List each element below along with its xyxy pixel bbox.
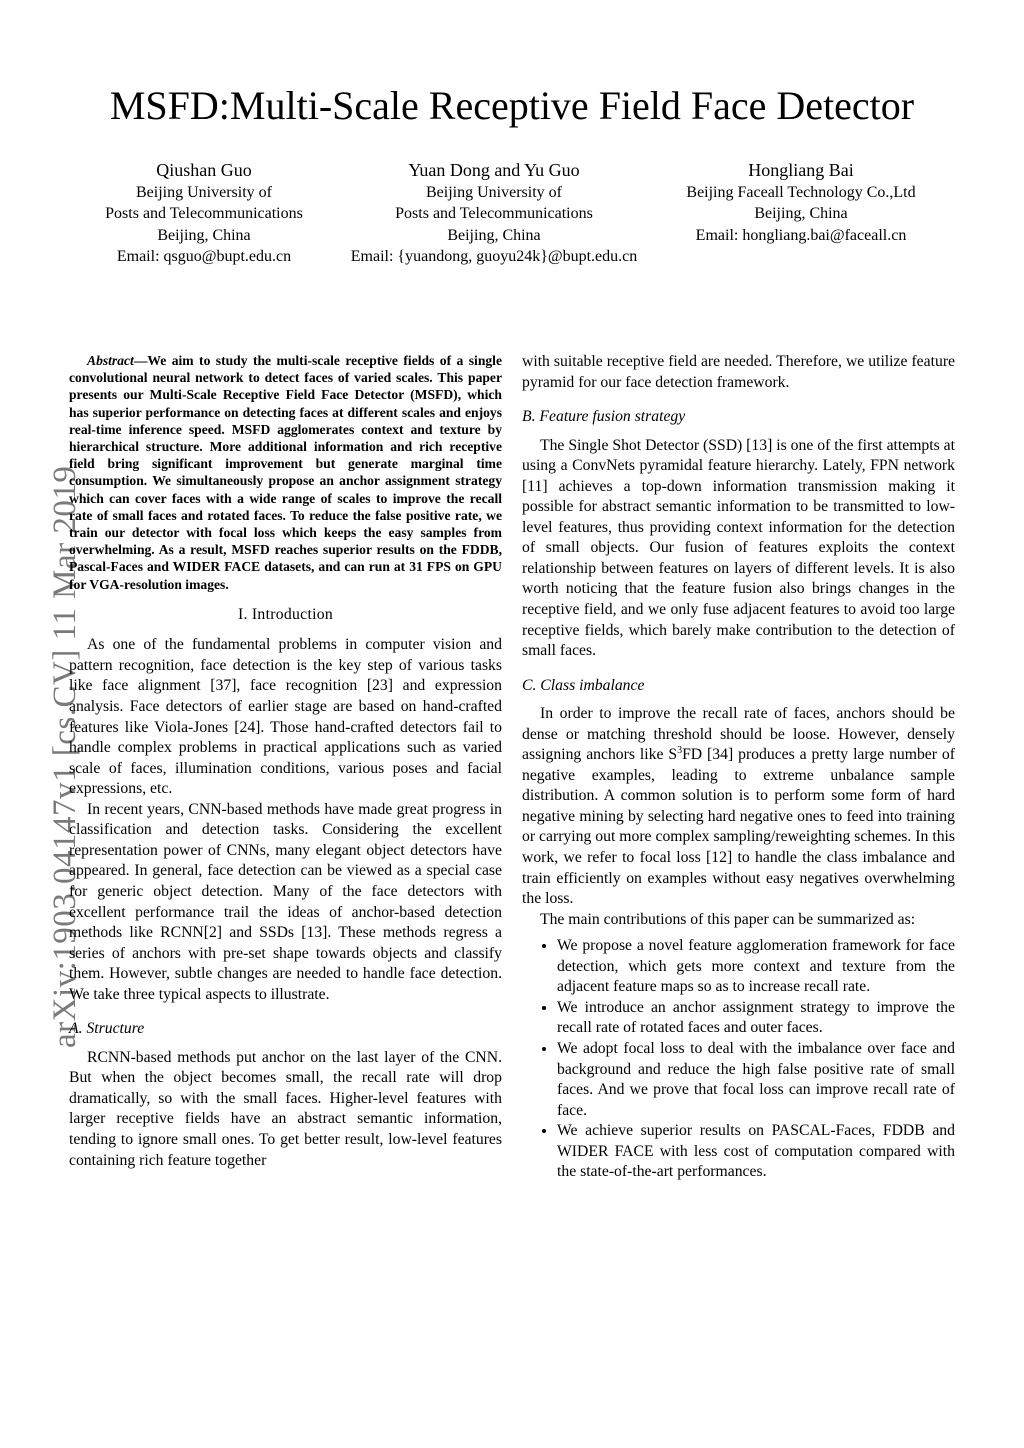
author-affiliation-line: Posts and Telecommunications — [105, 205, 303, 223]
list-item: • We achieve superior results on PASCAL-Faces, FDDB and WIDER FACE with less cost of computation compared with the state-of-the-art performances. — [557, 1121, 955, 1183]
right-column — [522, 352, 955, 1183]
fusion-paragraph: The Single Shot Detector (SSD) [13] is one of the first attempts at using a ConvNets pyramidal feature hierarchy. Lately, FPN network [11] achieves a top-down information transmission making it possible for abstract semantic information to be transmitted to low-level features, thus providing context information for the detection of small objects. Our fusion of features exploits the context relationship between features on layers of different levels. It is also worth noticing that the feature fusion also brings changes in the receptive field, and we only fuse adjacent features to avoid too large receptive fields, which barely make contribution to the detection of small faces. — [522, 436, 955, 660]
list-item: • We introduce an anchor assignment strategy to improve the recall rate of rotated faces and outer faces. — [557, 998, 955, 1039]
author-affiliation-line: Beijing, China — [447, 226, 541, 244]
abstract — [69, 352, 502, 593]
list-item: • We adopt focal loss to deal with the imbalance over face and background and reduce the high false positive rate of small faces. And we prove that focal loss can improve recall rate of face. — [557, 1039, 955, 1121]
intro-paragraph-1: As one of the fundamental problems in computer vision and pattern recognition, face detection is the key step of various tasks like face alignment [37], face recognition [23] and expression analysis. Face detectors of earlier stage are based on hand-crafted features like Viola-Jones [24]. Those hand-crafted detectors fail to handle complex problems in practical applications such as varied scale of faces, illumination conditions, various poses and facial expressions, etc. — [69, 636, 502, 798]
author-block-3 — [641, 158, 961, 246]
intro-paragraph-2: In recent years, CNN-based methods have made great progress in classification and detection tasks. Considering the excellent representation power of CNNs, many elegant object detectors have appeared. In general, face detection can be viewed as a special case for generic object detection. Many of the face detectors with excellent performance trail the ideas of anchor-based detection methods like RCNN[2] and SSDs [13]. These methods regress a series of anchors with pre-set shape towards objects and classify them. However, subtle changes are needed to handle face detection. We take three typical aspects to illustrate. — [69, 800, 502, 1003]
author-affiliation-line: Beijing University of — [426, 184, 562, 201]
author-email: Email: {yuandong, guoyu24k}@bupt.edu.cn — [350, 247, 638, 265]
abstract-text: —We aim to study the multi-scale receptive fields of a single convolutional neural network to detect faces of varied scales. This paper presents our Multi-Scale Receptive Field Face Detector (MSFD), which has superior performance on detecting faces at different scales and enjoys real-time inference speed. MSFD agglomerates context and texture by hierarchical structure. More additional information and rich receptive field bring significant improvement but generate marginal time consumption. We simultaneously propose an anchor assignment strategy which can cover faces with a wide range of scales to improve the recall rate of small faces and rotated faces. To reduce the false positive rate, we train our detector with focal loss which keeps the easy samples from overwhelming. As a result, MSFD reaches superior results on the FDDB, Pascal-Faces and WIDER FACE datasets, and can run at 31 FPS on GPU for VGA-resolution images. — [69, 353, 502, 592]
left-column — [69, 352, 502, 1171]
author-name: Hongliang Bai — [748, 160, 854, 180]
author-affiliation-line: Beijing University of — [136, 184, 272, 201]
arxiv-identifier: arXiv:1903.04147v1 [cs.CV] 11 Mar 2019 — [47, 465, 83, 1048]
structure-paragraph-continued: with suitable receptive field are needed. Therefore, we utilize feature pyramid for our face detection framework. — [522, 353, 955, 391]
contributions-intro: The main contributions of this paper can be summarized as: — [540, 910, 916, 928]
author-email: Email: hongliang.bai@faceall.cn — [695, 226, 907, 244]
imbalance-text-b: FD [34] produces a pretty large number of negative examples, leading to extreme unbalance sample distribution. A common solution is to perform some form of hard negative mining by selecting hard negative ones to feed into training or carrying out more complex sampling/reweighting schemes. In this work, we refer to focal loss [12] to handle the class imbalance and train efficiently on examples without easy negatives overwhelming the loss. — [522, 746, 955, 908]
subsection-heading-class-imbalance: C. Class imbalance — [522, 676, 645, 694]
imbalance-text-a: In order to improve the recall rate of faces, anchors should be dense or matching threshold should be loose. However, densely assigning anchors like S — [522, 705, 955, 764]
author-affiliation-line: Beijing, China — [754, 205, 848, 223]
author-affiliation-line: Beijing Faceall Technology Co.,Ltd — [686, 184, 916, 201]
list-item: • We propose a novel feature agglomeration framework for face detection, which gets more context and texture from the adjacent feature maps so as to increase recall rate. — [557, 936, 955, 998]
author-name: Yuan Dong and Yu Guo — [408, 160, 580, 180]
section-heading-introduction: I. Introduction — [237, 605, 334, 623]
paper-title: MSFD:Multi-Scale Receptive Field Face Detector — [109, 83, 915, 128]
abstract-label: Abstract — [87, 353, 134, 368]
author-email: Email: qsguo@bupt.edu.cn — [116, 247, 292, 265]
author-affiliation-line: Beijing, China — [157, 226, 251, 244]
subsection-heading-structure: A. Structure — [69, 1020, 145, 1038]
subsection-heading-feature-fusion: B. Feature fusion strategy — [522, 408, 686, 426]
imbalance-paragraph — [522, 704, 955, 909]
author-name: Qiushan Guo — [156, 160, 252, 180]
structure-paragraph: RCNN-based methods put anchor on the last layer of the CNN. But when the object becomes small, the recall rate will drop dramatically, so with the small faces. Higher-level features with larger receptive fields have an abstract semantic information, tending to ignore small ones. To get better result, low-level features containing rich feature together — [69, 1048, 502, 1169]
superscript: 3 — [677, 745, 683, 757]
author-affiliation-line: Posts and Telecommunications — [395, 205, 593, 223]
author-block-2 — [314, 158, 674, 267]
contributions-list — [522, 936, 955, 1183]
